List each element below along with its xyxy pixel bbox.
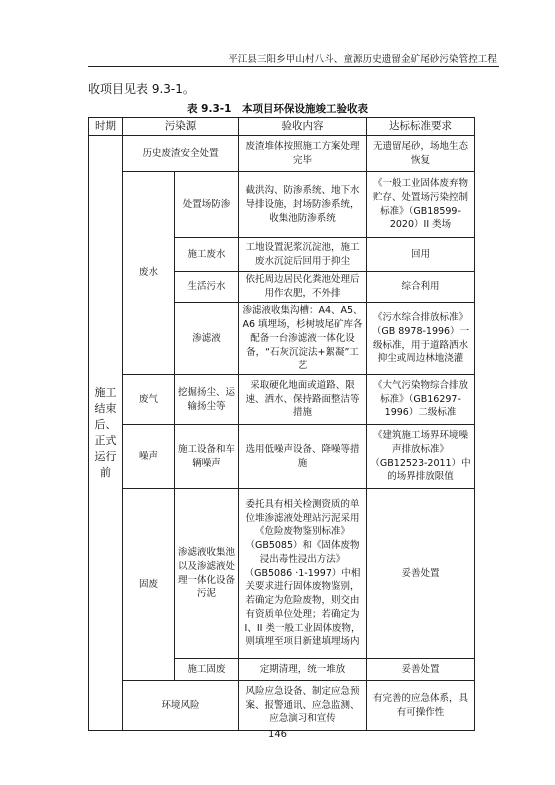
- content-cell: 废渣堆体按照施工方案处理完毕: [239, 136, 367, 172]
- header-period: 时期: [89, 118, 123, 136]
- table-row: [89, 172, 475, 238]
- table-caption: 表 9.3-1 本项目环保设施竣工验收表: [187, 103, 368, 115]
- source-cell: 挖掘扬尘、运输扬尘等: [175, 375, 239, 425]
- content-cell: 渗滤液收集沟槽：A4、A5、A6 填埋场，杉树坡尾矿库各配备一台渗滤液一体化设备，“石灰沉淀法+絮凝”工艺: [239, 303, 367, 375]
- category-cell: 噪声: [123, 425, 175, 489]
- table-header-row: [89, 118, 475, 136]
- standard-cell: 回用: [367, 238, 475, 272]
- standard-cell: 《建筑施工场界环境噪声排放标准》（GB12523-2011）中的场界排放限值: [367, 425, 475, 489]
- header-content: 验收内容: [239, 118, 367, 136]
- table-row: [89, 681, 475, 731]
- standard-cell: 《大气污染物综合排放标准》（GB16297-1996）二级标准: [367, 375, 475, 425]
- standard-cell: 综合利用: [367, 272, 475, 303]
- standard-cell: 《一般工业固体废弃物贮存、处置场污染控制标准》（GB18599-2020）II 类场: [367, 172, 475, 238]
- category-cell: 废气: [123, 375, 175, 425]
- content-cell: 风险应急设备、制定应急预案、报警通讯、应急监测、应急演习和宣传: [239, 681, 367, 731]
- source-cell: 渗滤液收集池以及渗滤液处理一体化设备污泥: [175, 489, 239, 659]
- page-number: 146: [267, 729, 288, 740]
- standard-cell: 《污水综合排放标准》（GB 8978-1996）一级标准，用于道路洒水抑尘或周边林地浇灌: [367, 303, 475, 375]
- standard-cell: 有完善的应急体系，具有可操作性: [367, 681, 475, 731]
- category-cell: 废水: [123, 172, 175, 375]
- standard-cell: 无遗留尾砂，场地生态恢复: [367, 136, 475, 172]
- page-header: 平江县三阳乡甲山村八斗、童源历史遗留金矿尾砂污染管控工程: [228, 54, 497, 65]
- source-cell: 历史废渣安全处置: [123, 136, 239, 172]
- table-row: [89, 489, 475, 659]
- table-row: [89, 136, 475, 172]
- source-cell: 生活污水: [175, 272, 239, 303]
- content-cell: 依托周边居民化粪池处理后用作农肥，不外排: [239, 272, 367, 303]
- header-divider: [88, 66, 499, 67]
- content-cell: 截洪沟、防渗系统、地下水导排设施，封场防渗系统，收集池防渗系统: [239, 172, 367, 238]
- content-cell: 选用低噪声设备、降噪等措施: [239, 425, 367, 489]
- source-cell: 处置场防渗: [175, 172, 239, 238]
- source-cell: 施工废水: [175, 238, 239, 272]
- intro-text: 收项目见表 9.3-1。: [88, 82, 195, 96]
- table-row: [89, 425, 475, 489]
- acceptance-table: [88, 117, 475, 731]
- standard-cell: 妥善处置: [367, 489, 475, 659]
- source-cell: 环境风险: [123, 681, 239, 731]
- content-cell: 采取硬化地面或道路、限速、洒水、保持路面整洁等措施: [239, 375, 367, 425]
- period-cell: 施工结束后、正式运行前: [89, 136, 123, 731]
- content-cell: 定期清理，统一堆放: [239, 659, 367, 681]
- source-cell: 施工固废: [175, 659, 239, 681]
- content-cell: 委托具有相关检测资质的单位堆渗滤液处理站污泥采用《危险废物鉴别标准》（GB5085）和《固体废物 浸出毒性浸出方法》（GB5086 ·1-1997）中相关要求进行固体废物鉴别，若确定为危险废物，则交由有资质单位处理；若确定为 I、II 类一般工业固体废物，则填埋至项目新建填埋场内: [239, 489, 367, 659]
- source-cell: 渗滤液: [175, 303, 239, 375]
- content-cell: 工地设置泥浆沉淀池，施工废水沉淀后回用于抑尘: [239, 238, 367, 272]
- header-standard: 达标标准要求: [367, 118, 475, 136]
- standard-cell: 妥善处置: [367, 659, 475, 681]
- table-row: [89, 375, 475, 425]
- source-cell: 施工设备和车辆噪声: [175, 425, 239, 489]
- category-cell: 固废: [123, 489, 175, 681]
- header-source: 污染源: [123, 118, 239, 136]
